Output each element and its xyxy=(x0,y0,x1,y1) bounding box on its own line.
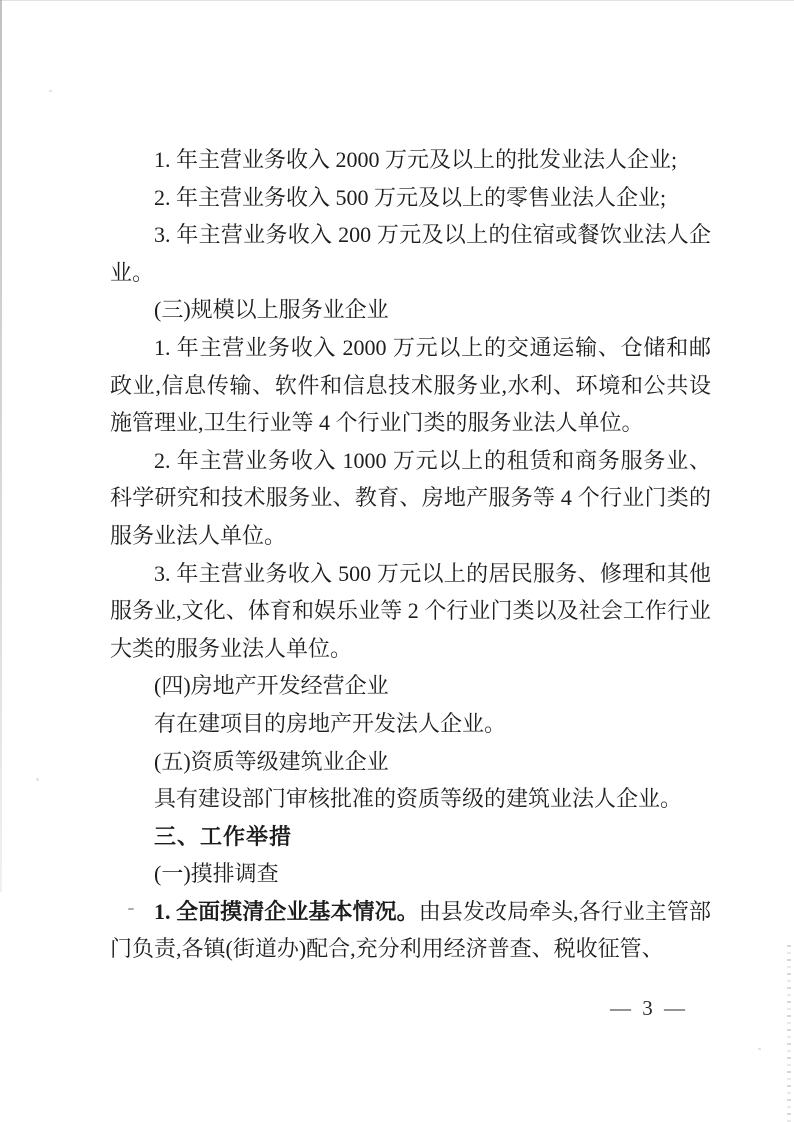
section-heading-1-survey: (一)摸排调查 xyxy=(154,861,279,887)
scan-speck xyxy=(758,1048,761,1050)
list-item-retail: 2. 年主营业务收入 500 万元及以上的零售业法人企业; xyxy=(154,184,667,210)
scan-speck xyxy=(49,90,52,92)
list-item-hotel-catering: 3. 年主营业务收入 200 万元及以上的住宿或餐饮业法人企业。 xyxy=(110,222,711,285)
scan-left-edge-artifact xyxy=(0,0,2,892)
list-item-resident-services: 3. 年主营业务收入 500 万元以上的居民服务、修理和其他服务业,文化、体育和娱乐业等 2 个行业门类以及社会工作行业大类的服务业法人单位。 xyxy=(110,560,711,661)
section-heading-4-realestate: (四)房地产开发经营企业 xyxy=(154,673,389,699)
chapter-heading-work-measures: 三、工作举措 xyxy=(154,823,293,849)
document-body xyxy=(110,141,711,968)
scan-top-edge-artifact xyxy=(0,0,794,1)
paragraph-rest: 由县发改局牵头,各行业主管部门负责,各镇(街道办)配合,充分利用经济普查、税收征管、 xyxy=(110,898,711,962)
list-item-wholesale: 1. 年主营业务收入 2000 万元及以上的批发业法人企业; xyxy=(154,147,678,172)
section-heading-3-services: (三)规模以上服务业企业 xyxy=(154,297,389,323)
paragraph-survey-detail xyxy=(110,893,711,968)
scan-speck xyxy=(36,778,39,781)
scan-speckle-column xyxy=(787,945,791,1122)
list-item-transport-services: 1. 年主营业务收入 2000 万元以上的交通运输、仓储和邮政业,信息传输、软件和信息技术服务业,水利、环境和公共设施管理业,卫生行业等 4 个行业门类的服务业法人单位。 xyxy=(110,334,711,436)
paragraph-construction-desc: 具有建设部门审核批准的资质等级的建筑业法人企业。 xyxy=(154,786,683,812)
paragraph-realestate-desc: 有在建项目的房地产开发法人企业。 xyxy=(154,710,507,736)
paragraph-bold-lead: 1. 全面摸清企业基本情况。 xyxy=(154,898,419,924)
section-heading-5-construction: (五)资质等级建筑业企业 xyxy=(154,748,389,774)
list-item-leasing-services: 2. 年主营业务收入 1000 万元以上的租赁和商务服务业、科学研究和技术服务业、教育、房地产服务等 4 个行业门类的服务业法人单位。 xyxy=(110,447,711,548)
page-number: — 3 — xyxy=(610,996,688,1020)
